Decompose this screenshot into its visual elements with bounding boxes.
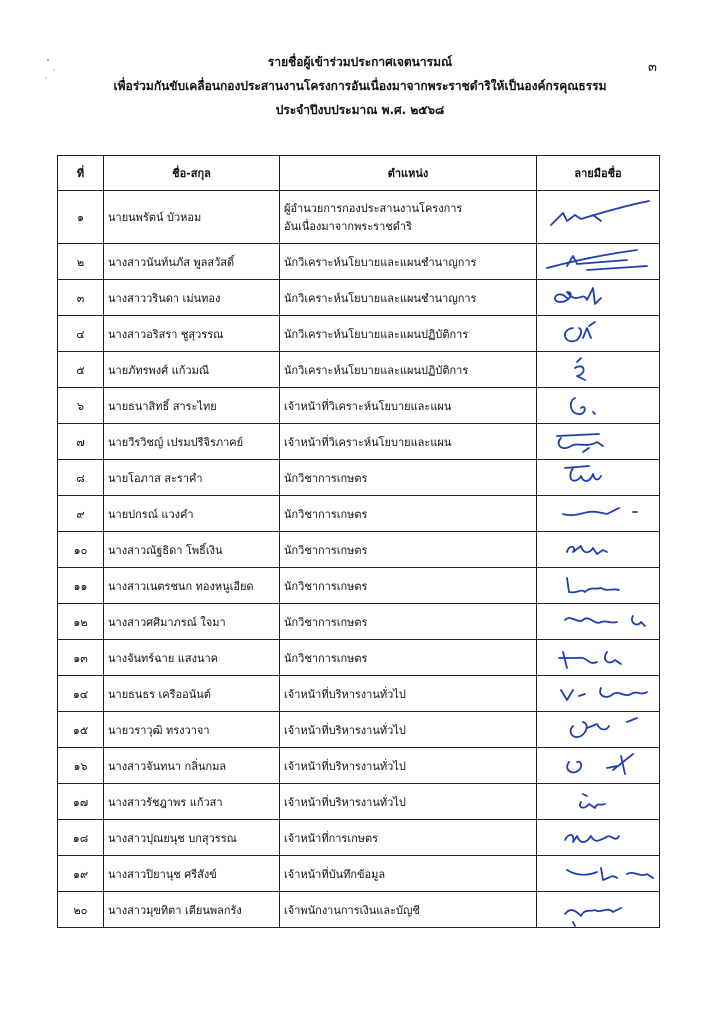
attendee-position	[280, 424, 537, 460]
handwritten-signature	[537, 856, 660, 891]
signature-stroke	[565, 466, 601, 481]
table-row	[58, 748, 660, 784]
position-line-1: นักวิเคราะห์นโยบายและแผนชำนาญการ	[284, 291, 477, 305]
handwritten-signature	[537, 424, 660, 459]
page-number: ๓	[648, 60, 657, 75]
handwritten-signature	[537, 316, 660, 351]
attendee-position	[280, 604, 537, 640]
row-number: ๔	[58, 316, 104, 352]
table-row	[58, 191, 660, 244]
table-row	[58, 352, 660, 388]
position-line-1: นักวิเคราะห์นโยบายและแผนปฏิบัติการ	[284, 327, 469, 341]
signature-cell	[537, 280, 660, 316]
row-number: ๑๕	[58, 712, 104, 748]
row-number: ๑๖	[58, 748, 104, 784]
table-row	[58, 424, 660, 460]
handwritten-signature	[537, 568, 660, 603]
handwritten-signature	[537, 712, 660, 747]
signature-cell	[537, 892, 660, 928]
attendee-name: นายนพรัตน์ บัวหอม	[104, 191, 280, 244]
attendee-position	[280, 532, 537, 568]
table-body	[58, 191, 660, 928]
position-line-1: เจ้าหน้าที่บันทึกข้อมูล	[284, 867, 386, 881]
attendee-position	[280, 784, 537, 820]
attendee-name: นางสาวเนตรชนก ทองหนูเอียด	[104, 568, 280, 604]
table-row	[58, 568, 660, 604]
attendee-position	[280, 748, 537, 784]
row-number: ๑	[58, 191, 104, 244]
attendee-name: นางสาวนันท์นภัส พูลสวัสดิ์	[104, 244, 280, 280]
table-row	[58, 856, 660, 892]
attendee-name: นางสาวปิยานุช ศรีสังข์	[104, 856, 280, 892]
col-header-name: ชื่อ-สกุล	[104, 156, 280, 191]
signature-cell	[537, 676, 660, 712]
attendee-name: นางจันทร์ฉาย แสงนาค	[104, 640, 280, 676]
handwritten-signature	[537, 388, 660, 423]
row-number: ๑๒	[58, 604, 104, 640]
signature-cell	[537, 748, 660, 784]
row-number: ๑๐	[58, 532, 104, 568]
row-number: ๒	[58, 244, 104, 280]
signature-stroke	[557, 434, 603, 452]
col-header-signature: ลายมือชื่อ	[537, 156, 660, 191]
handwritten-signature	[537, 532, 660, 567]
table-row	[58, 676, 660, 712]
table-row	[58, 532, 660, 568]
attendee-position	[280, 892, 537, 928]
signature-stroke	[563, 508, 637, 515]
handwritten-signature	[537, 244, 660, 279]
signature-cell	[537, 532, 660, 568]
attendee-name: นางสาวอริสรา ชูสุวรรณ	[104, 316, 280, 352]
table-row	[58, 388, 660, 424]
position-line-1: ผู้อำนวยการกองประสานงานโครงการ	[284, 202, 463, 215]
row-number: ๓	[58, 280, 104, 316]
attendee-name: นายโอภาส สะราคำ	[104, 460, 280, 496]
attendee-position	[280, 244, 537, 280]
signature-cell	[537, 316, 660, 352]
table-row	[58, 604, 660, 640]
position-line-1: เจ้าหน้าที่วิเคราะห์นโยบายและแผน	[284, 435, 452, 449]
table-row	[58, 640, 660, 676]
handwritten-signature	[537, 280, 660, 315]
position-line-1: นักวิชาการเกษตร	[284, 615, 368, 629]
handwritten-signature	[537, 784, 660, 819]
signature-stroke	[567, 578, 619, 592]
attendee-position	[280, 496, 537, 532]
attendee-name: นางสาวณัฐธิดา โพธิ์เงิน	[104, 532, 280, 568]
position-line-1: นักวิชาการเกษตร	[284, 651, 368, 665]
signature-cell	[537, 820, 660, 856]
position-line-1: เจ้าหน้าที่บริหารงานทั่วไป	[284, 687, 406, 701]
table-row	[58, 460, 660, 496]
signature-stroke	[555, 288, 601, 304]
table-header-row	[58, 156, 660, 191]
handwritten-signature	[537, 748, 660, 783]
col-header-position: ตำแหน่ง	[280, 156, 537, 191]
position-line-1: นักวิชาการเกษตร	[284, 507, 368, 521]
signature-cell	[537, 784, 660, 820]
signature-stroke	[561, 688, 647, 700]
header-line-1: รายชื่อผู้เข้าร่วมประกาศเจตนารมณ์	[267, 55, 453, 69]
attendee-name: นางสาวศศิมาภรณ์ ใจมา	[104, 604, 280, 640]
signature-stroke	[565, 835, 619, 842]
attendee-position	[280, 856, 537, 892]
signature-stroke	[580, 794, 605, 808]
attendee-name: นายวราวุฒิ ทรงวาจา	[104, 712, 280, 748]
handwritten-signature	[537, 676, 660, 711]
table-row	[58, 280, 660, 316]
position-line-1: เจ้าหน้าที่การเกษตร	[284, 831, 379, 845]
row-number: ๑๘	[58, 820, 104, 856]
handwritten-signature	[537, 191, 660, 243]
attendee-name: นางสาวจันทนา กลิ่นกมล	[104, 748, 280, 784]
signature-cell	[537, 568, 660, 604]
signature-stroke	[551, 201, 649, 225]
attendee-position	[280, 191, 537, 244]
attendee-table	[57, 155, 660, 928]
handwritten-signature	[537, 496, 660, 531]
row-number: ๑๑	[58, 568, 104, 604]
position-line-1: เจ้าหน้าที่บริหารงานทั่วไป	[284, 795, 406, 809]
handwritten-signature	[537, 352, 660, 387]
signature-cell	[537, 496, 660, 532]
attendee-position	[280, 640, 537, 676]
attendee-position	[280, 460, 537, 496]
attendee-name: นางสาววรินดา เม่นทอง	[104, 280, 280, 316]
attendee-name: นางสาวมุขทิตา เตียนพลกรัง	[104, 892, 280, 928]
attendee-name: นายภัทรพงศ์ แก้วมณี	[104, 352, 280, 388]
signature-stroke	[571, 718, 637, 737]
attendee-name: นางสาวรัชฎาพร แก้วสา	[104, 784, 280, 820]
header-line-3: ประจำปีงบประมาณ พ.ศ. ๒๕๖๘	[275, 103, 445, 117]
signature-stroke	[567, 754, 633, 774]
position-line-1: เจ้าหน้าที่บริหารงานทั่วไป	[284, 759, 406, 773]
row-number: ๖	[58, 388, 104, 424]
col-header-no: ที่	[58, 156, 104, 191]
attendee-name: นายธนาสิทธิ์ สาระไทย	[104, 388, 280, 424]
row-number: ๙	[58, 496, 104, 532]
row-number: ๑๗	[58, 784, 104, 820]
table-row	[58, 820, 660, 856]
handwritten-signature	[537, 892, 660, 927]
handwritten-signature	[537, 604, 660, 639]
signature-cell	[537, 352, 660, 388]
position-line-1: เจ้าหน้าที่วิเคราะห์นโยบายและแผน	[284, 399, 452, 413]
table-row	[58, 496, 660, 532]
signature-cell	[537, 244, 660, 280]
table-row	[58, 712, 660, 748]
signature-stroke	[575, 358, 585, 380]
attendee-position	[280, 388, 537, 424]
handwritten-signature	[537, 460, 660, 495]
position-line-1: เจ้าหน้าที่บริหารงานทั่วไป	[284, 723, 406, 737]
position-line-1: นักวิเคราะห์นโยบายและแผนปฏิบัติการ	[284, 363, 469, 377]
signature-cell	[537, 604, 660, 640]
signature-stroke	[547, 250, 647, 270]
signature-cell	[537, 424, 660, 460]
row-number: ๗	[58, 424, 104, 460]
signature-cell	[537, 460, 660, 496]
handwritten-signature	[537, 640, 660, 675]
attendee-name: นางสาวปุณยนุช บกสุวรรณ	[104, 820, 280, 856]
signature-cell	[537, 191, 660, 244]
row-number: ๑๓	[58, 640, 104, 676]
signature-stroke	[565, 322, 595, 341]
signature-stroke	[571, 398, 595, 414]
row-number: ๑๔	[58, 676, 104, 712]
attendee-name: นายวีรวิชญ์ เปรมปรีจิรภาคย์	[104, 424, 280, 460]
document-header	[60, 50, 660, 122]
position-line-1: นักวิชาการเกษตร	[284, 543, 368, 557]
position-line-1: นักวิชาการเกษตร	[284, 579, 368, 593]
row-number: ๑๙	[58, 856, 104, 892]
position-line-1: นักวิเคราะห์นโยบายและแผนชำนาญการ	[284, 255, 477, 269]
header-line-2: เพื่อร่วมกันขับเคลื่อนกองประสานงานโครงการอันเนื่องมาจากพระราชดำริให้เป็นองค์กรคุณธรรม	[113, 79, 607, 93]
signature-stroke	[567, 868, 653, 880]
attendee-name: นายธนธร เครืออนันต์	[104, 676, 280, 712]
signature-stroke	[565, 616, 645, 626]
signature-cell	[537, 856, 660, 892]
table-row	[58, 892, 660, 928]
signature-cell	[537, 640, 660, 676]
handwritten-signature	[537, 820, 660, 855]
signature-stroke	[565, 908, 621, 926]
signature-cell	[537, 712, 660, 748]
attendee-position	[280, 820, 537, 856]
row-number: ๒๐	[58, 892, 104, 928]
signature-stroke	[559, 652, 621, 668]
table-row	[58, 316, 660, 352]
attendee-position	[280, 568, 537, 604]
position-line-1: เจ้าพนักงานการเงินและบัญชี	[284, 903, 420, 917]
attendee-position	[280, 712, 537, 748]
attendee-position	[280, 352, 537, 388]
signature-stroke	[567, 546, 607, 554]
attendee-position	[280, 280, 537, 316]
attendee-name: นายปกรณ์ แวงคำ	[104, 496, 280, 532]
table-row	[58, 784, 660, 820]
table-row	[58, 244, 660, 280]
signature-cell	[537, 388, 660, 424]
attendee-position	[280, 676, 537, 712]
position-line-2: อันเนื่องมาจากพระราชดำริ	[284, 220, 412, 233]
row-number: ๕	[58, 352, 104, 388]
position-line-1: นักวิชาการเกษตร	[284, 471, 368, 485]
row-number: ๘	[58, 460, 104, 496]
attendee-position	[280, 316, 537, 352]
